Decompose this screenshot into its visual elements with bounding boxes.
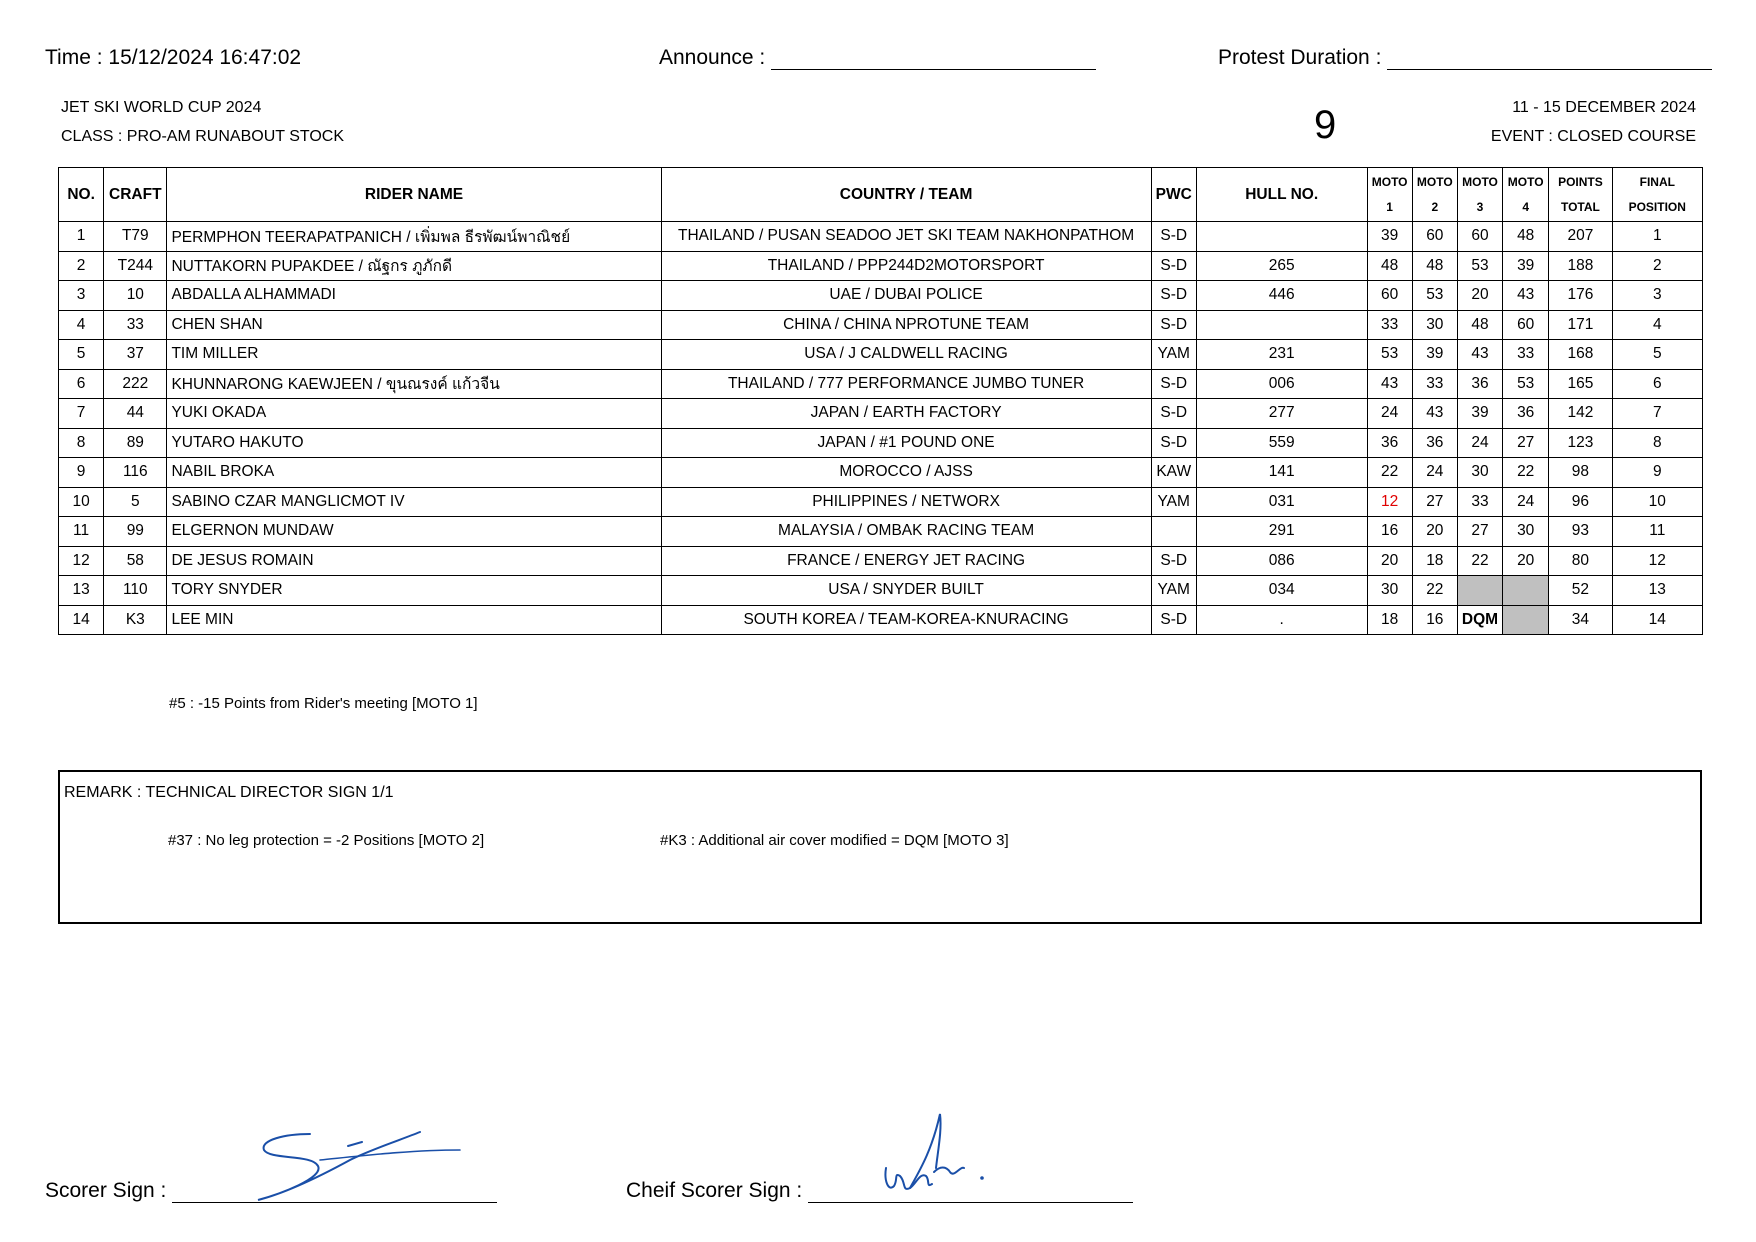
cell-moto-2: 33 xyxy=(1412,369,1457,399)
cell-no: 6 xyxy=(59,369,104,399)
cell-rider-name: SABINO CZAR MANGLICMOT IV xyxy=(167,487,661,517)
cell-moto-1: 33 xyxy=(1367,310,1412,340)
cell-craft: T79 xyxy=(104,222,167,252)
cell-country-team: THAILAND / PPP244D2MOTORSPORT xyxy=(661,251,1151,281)
cell-moto-4: 33 xyxy=(1503,340,1549,370)
cell-country-team: FRANCE / ENERGY JET RACING xyxy=(661,546,1151,576)
cell-pwc: KAW xyxy=(1151,458,1196,488)
cell-pwc: S-D xyxy=(1151,251,1196,281)
event-name: JET SKI WORLD CUP 2024 xyxy=(61,99,262,116)
cell-country-team: USA / SNYDER BUILT xyxy=(661,576,1151,606)
cell-hull-no: 265 xyxy=(1196,251,1367,281)
table-row xyxy=(59,458,1703,488)
cell-moto-1: 18 xyxy=(1367,605,1412,635)
results-table xyxy=(58,167,1703,635)
remark-box xyxy=(58,770,1702,924)
cell-country-team: THAILAND / 777 PERFORMANCE JUMBO TUNER xyxy=(661,369,1151,399)
cell-moto-3: DQM xyxy=(1457,605,1502,635)
cell-moto-1: 16 xyxy=(1367,517,1412,547)
cell-moto-1: 53 xyxy=(1367,340,1412,370)
cell-pwc: S-D xyxy=(1151,369,1196,399)
cell-pwc: S-D xyxy=(1151,605,1196,635)
scorer-sign: Scorer Sign : xyxy=(45,1179,497,1203)
cell-moto-2: 36 xyxy=(1412,428,1457,458)
cell-no: 3 xyxy=(59,281,104,311)
cell-hull-no xyxy=(1196,222,1367,252)
class-label: CLASS : PRO-AM RUNABOUT STOCK xyxy=(61,128,345,145)
cell-final-position: 12 xyxy=(1612,546,1702,576)
cell-no: 7 xyxy=(59,399,104,429)
cell-no: 8 xyxy=(59,428,104,458)
cell-hull-no: 034 xyxy=(1196,576,1367,606)
col-hull-no: HULL NO. xyxy=(1196,168,1367,222)
col-moto-2: MOTO 2 xyxy=(1412,168,1457,222)
cell-craft: 33 xyxy=(104,310,167,340)
cell-moto-4: 20 xyxy=(1503,546,1549,576)
cell-craft: 37 xyxy=(104,340,167,370)
cell-moto-2: 48 xyxy=(1412,251,1457,281)
col-moto-3: MOTO 3 xyxy=(1457,168,1502,222)
cell-moto-3: 33 xyxy=(1457,487,1502,517)
cell-no: 4 xyxy=(59,310,104,340)
cell-final-position: 10 xyxy=(1612,487,1702,517)
cell-rider-name: CHEN SHAN xyxy=(167,310,661,340)
cell-hull-no: 559 xyxy=(1196,428,1367,458)
cell-final-position: 4 xyxy=(1612,310,1702,340)
cell-moto-1: 30 xyxy=(1367,576,1412,606)
cell-moto-3: 36 xyxy=(1457,369,1502,399)
table-header-row xyxy=(59,168,1703,222)
cell-no: 13 xyxy=(59,576,104,606)
table-row xyxy=(59,487,1703,517)
cell-points-total: 123 xyxy=(1549,428,1612,458)
time-stamp: Time : 15/12/2024 16:47:02 xyxy=(45,46,302,69)
cell-hull-no: 031 xyxy=(1196,487,1367,517)
cell-rider-name: TIM MILLER xyxy=(167,340,661,370)
cell-pwc: S-D xyxy=(1151,399,1196,429)
cell-country-team: USA / J CALDWELL RACING xyxy=(661,340,1151,370)
col-final-position: FINAL POSITION xyxy=(1612,168,1702,222)
table-row xyxy=(59,428,1703,458)
cell-final-position: 9 xyxy=(1612,458,1702,488)
scorer-signature-image xyxy=(250,1120,470,1210)
cell-no: 2 xyxy=(59,251,104,281)
table-row xyxy=(59,281,1703,311)
cell-points-total: 93 xyxy=(1549,517,1612,547)
cell-points-total: 168 xyxy=(1549,340,1612,370)
cell-craft: 5 xyxy=(104,487,167,517)
cell-moto-1: 12 xyxy=(1367,487,1412,517)
cell-points-total: 176 xyxy=(1549,281,1612,311)
cell-moto-1: 48 xyxy=(1367,251,1412,281)
cell-moto-4: 30 xyxy=(1503,517,1549,547)
event-type: EVENT : CLOSED COURSE xyxy=(1490,128,1696,145)
cell-moto-2: 22 xyxy=(1412,576,1457,606)
cell-hull-no: 277 xyxy=(1196,399,1367,429)
cell-no: 1 xyxy=(59,222,104,252)
cell-pwc: YAM xyxy=(1151,576,1196,606)
cell-moto-4: 43 xyxy=(1503,281,1549,311)
cell-final-position: 14 xyxy=(1612,605,1702,635)
remark-title: REMARK : TECHNICAL DIRECTOR SIGN 1/1 xyxy=(64,784,394,801)
col-moto-4: MOTO 4 xyxy=(1503,168,1549,222)
cell-moto-4 xyxy=(1503,576,1549,606)
cell-final-position: 6 xyxy=(1612,369,1702,399)
cell-moto-1: 24 xyxy=(1367,399,1412,429)
cell-points-total: 142 xyxy=(1549,399,1612,429)
cell-moto-1: 22 xyxy=(1367,458,1412,488)
cell-moto-3 xyxy=(1457,576,1502,606)
table-row xyxy=(59,576,1703,606)
cell-moto-3: 22 xyxy=(1457,546,1502,576)
col-points-total: POINTS TOTAL xyxy=(1549,168,1612,222)
cell-pwc: S-D xyxy=(1151,428,1196,458)
cell-moto-2: 43 xyxy=(1412,399,1457,429)
cell-moto-1: 60 xyxy=(1367,281,1412,311)
cell-rider-name: TORY SNYDER xyxy=(167,576,661,606)
cell-moto-2: 39 xyxy=(1412,340,1457,370)
cell-country-team: MOROCCO / AJSS xyxy=(661,458,1151,488)
cell-moto-2: 30 xyxy=(1412,310,1457,340)
cell-moto-2: 18 xyxy=(1412,546,1457,576)
cell-country-team: PHILIPPINES / NETWORX xyxy=(661,487,1151,517)
cell-craft: K3 xyxy=(104,605,167,635)
cell-points-total: 52 xyxy=(1549,576,1612,606)
cell-hull-no xyxy=(1196,310,1367,340)
table-row xyxy=(59,222,1703,252)
cell-moto-4: 36 xyxy=(1503,399,1549,429)
cell-moto-4: 53 xyxy=(1503,369,1549,399)
cell-final-position: 8 xyxy=(1612,428,1702,458)
cell-country-team: THAILAND / PUSAN SEADOO JET SKI TEAM NAKHONPATHOM xyxy=(661,222,1151,252)
cell-final-position: 7 xyxy=(1612,399,1702,429)
cell-pwc: S-D xyxy=(1151,310,1196,340)
cell-final-position: 5 xyxy=(1612,340,1702,370)
cell-moto-4: 60 xyxy=(1503,310,1549,340)
cell-final-position: 11 xyxy=(1612,517,1702,547)
cell-craft: 99 xyxy=(104,517,167,547)
cell-country-team: MALAYSIA / OMBAK RACING TEAM xyxy=(661,517,1151,547)
cell-no: 5 xyxy=(59,340,104,370)
col-pwc: PWC xyxy=(1151,168,1196,222)
cell-country-team: JAPAN / EARTH FACTORY xyxy=(661,399,1151,429)
cell-points-total: 188 xyxy=(1549,251,1612,281)
cell-moto-3: 20 xyxy=(1457,281,1502,311)
table-row xyxy=(59,340,1703,370)
cell-moto-1: 36 xyxy=(1367,428,1412,458)
cell-no: 10 xyxy=(59,487,104,517)
penalty-note: #5 : -15 Points from Rider's meeting [MOTO 1] xyxy=(169,695,478,712)
table-row xyxy=(59,399,1703,429)
remark-item-2: #K3 : Additional air cover modified = DQM [MOTO 3] xyxy=(660,832,1009,849)
cell-pwc: YAM xyxy=(1151,340,1196,370)
cell-moto-4: 24 xyxy=(1503,487,1549,517)
cell-pwc xyxy=(1151,517,1196,547)
announce-blank[interactable] xyxy=(771,49,1096,70)
cell-craft: 58 xyxy=(104,546,167,576)
cell-hull-no: 006 xyxy=(1196,369,1367,399)
cell-craft: 222 xyxy=(104,369,167,399)
cell-craft: 89 xyxy=(104,428,167,458)
cell-moto-2: 60 xyxy=(1412,222,1457,252)
cell-moto-2: 24 xyxy=(1412,458,1457,488)
col-country-team: COUNTRY / TEAM xyxy=(661,168,1151,222)
cell-pwc: YAM xyxy=(1151,487,1196,517)
cell-moto-2: 16 xyxy=(1412,605,1457,635)
cell-moto-3: 39 xyxy=(1457,399,1502,429)
cell-moto-3: 53 xyxy=(1457,251,1502,281)
cell-moto-3: 60 xyxy=(1457,222,1502,252)
cell-points-total: 80 xyxy=(1549,546,1612,576)
table-row xyxy=(59,517,1703,547)
cell-rider-name: KHUNNARONG KAEWJEEN / ขุนณรงค์ แก้วจีน xyxy=(167,369,661,399)
protest-duration-field: Protest Duration : xyxy=(1218,46,1712,70)
table-row xyxy=(59,369,1703,399)
protest-blank[interactable] xyxy=(1387,49,1712,70)
cell-moto-2: 27 xyxy=(1412,487,1457,517)
cell-rider-name: YUKI OKADA xyxy=(167,399,661,429)
table-row xyxy=(59,251,1703,281)
cell-hull-no: . xyxy=(1196,605,1367,635)
cell-rider-name: DE JESUS ROMAIN xyxy=(167,546,661,576)
cell-no: 9 xyxy=(59,458,104,488)
cell-points-total: 98 xyxy=(1549,458,1612,488)
cell-moto-3: 43 xyxy=(1457,340,1502,370)
cell-craft: 44 xyxy=(104,399,167,429)
cell-moto-2: 20 xyxy=(1412,517,1457,547)
cell-country-team: SOUTH KOREA / TEAM-KOREA-KNURACING xyxy=(661,605,1151,635)
cell-final-position: 2 xyxy=(1612,251,1702,281)
cell-rider-name: YUTARO HAKUTO xyxy=(167,428,661,458)
cell-moto-1: 43 xyxy=(1367,369,1412,399)
cell-craft: 116 xyxy=(104,458,167,488)
cell-rider-name: NABIL BROKA xyxy=(167,458,661,488)
cell-moto-4: 27 xyxy=(1503,428,1549,458)
cell-points-total: 207 xyxy=(1549,222,1612,252)
cell-points-total: 165 xyxy=(1549,369,1612,399)
cell-pwc: S-D xyxy=(1151,222,1196,252)
cell-moto-3: 48 xyxy=(1457,310,1502,340)
cell-points-total: 171 xyxy=(1549,310,1612,340)
page-number: 9 xyxy=(1314,103,1337,147)
cell-moto-4: 39 xyxy=(1503,251,1549,281)
cell-final-position: 13 xyxy=(1612,576,1702,606)
cell-craft: T244 xyxy=(104,251,167,281)
cell-hull-no: 086 xyxy=(1196,546,1367,576)
cell-no: 14 xyxy=(59,605,104,635)
event-dates: 11 - 15 DECEMBER 2024 xyxy=(1512,99,1696,116)
cell-country-team: UAE / DUBAI POLICE xyxy=(661,281,1151,311)
cell-moto-2: 53 xyxy=(1412,281,1457,311)
cell-moto-3: 27 xyxy=(1457,517,1502,547)
cell-moto-4: 48 xyxy=(1503,222,1549,252)
cell-rider-name: ELGERNON MUNDAW xyxy=(167,517,661,547)
cell-final-position: 3 xyxy=(1612,281,1702,311)
cell-no: 12 xyxy=(59,546,104,576)
cell-rider-name: ABDALLA ALHAMMADI xyxy=(167,281,661,311)
table-row xyxy=(59,546,1703,576)
cell-country-team: JAPAN / #1 POUND ONE xyxy=(661,428,1151,458)
cell-moto-4: 22 xyxy=(1503,458,1549,488)
cell-points-total: 34 xyxy=(1549,605,1612,635)
cell-country-team: CHINA / CHINA NPROTUNE TEAM xyxy=(661,310,1151,340)
col-rider-name: RIDER NAME xyxy=(167,168,661,222)
table-row xyxy=(59,605,1703,635)
cell-points-total: 96 xyxy=(1549,487,1612,517)
cell-pwc: S-D xyxy=(1151,546,1196,576)
cell-moto-1: 20 xyxy=(1367,546,1412,576)
cell-pwc: S-D xyxy=(1151,281,1196,311)
cell-no: 11 xyxy=(59,517,104,547)
cell-final-position: 1 xyxy=(1612,222,1702,252)
cell-moto-1: 39 xyxy=(1367,222,1412,252)
cell-hull-no: 231 xyxy=(1196,340,1367,370)
remark-item-1: #37 : No leg protection = -2 Positions [MOTO 2] xyxy=(168,832,485,849)
chief-scorer-sign: Cheif Scorer Sign : xyxy=(626,1179,1133,1203)
cell-moto-3: 24 xyxy=(1457,428,1502,458)
col-no: NO. xyxy=(59,168,104,222)
cell-hull-no: 291 xyxy=(1196,517,1367,547)
cell-craft: 110 xyxy=(104,576,167,606)
table-row xyxy=(59,310,1703,340)
cell-moto-4 xyxy=(1503,605,1549,635)
cell-hull-no: 141 xyxy=(1196,458,1367,488)
announce-field: Announce : xyxy=(659,46,1096,70)
col-craft: CRAFT xyxy=(104,168,167,222)
cell-rider-name: PERMPHON TEERAPATPANICH / เพิ่มพล ธีรพัฒน์พาณิชย์ xyxy=(167,222,661,252)
cell-rider-name: LEE MIN xyxy=(167,605,661,635)
chief-scorer-signature-image xyxy=(880,1110,1000,1200)
col-moto-1: MOTO 1 xyxy=(1367,168,1412,222)
cell-craft: 10 xyxy=(104,281,167,311)
cell-rider-name: NUTTAKORN PUPAKDEE / ณัฐกร ภูภักดี xyxy=(167,251,661,281)
cell-hull-no: 446 xyxy=(1196,281,1367,311)
cell-moto-3: 30 xyxy=(1457,458,1502,488)
